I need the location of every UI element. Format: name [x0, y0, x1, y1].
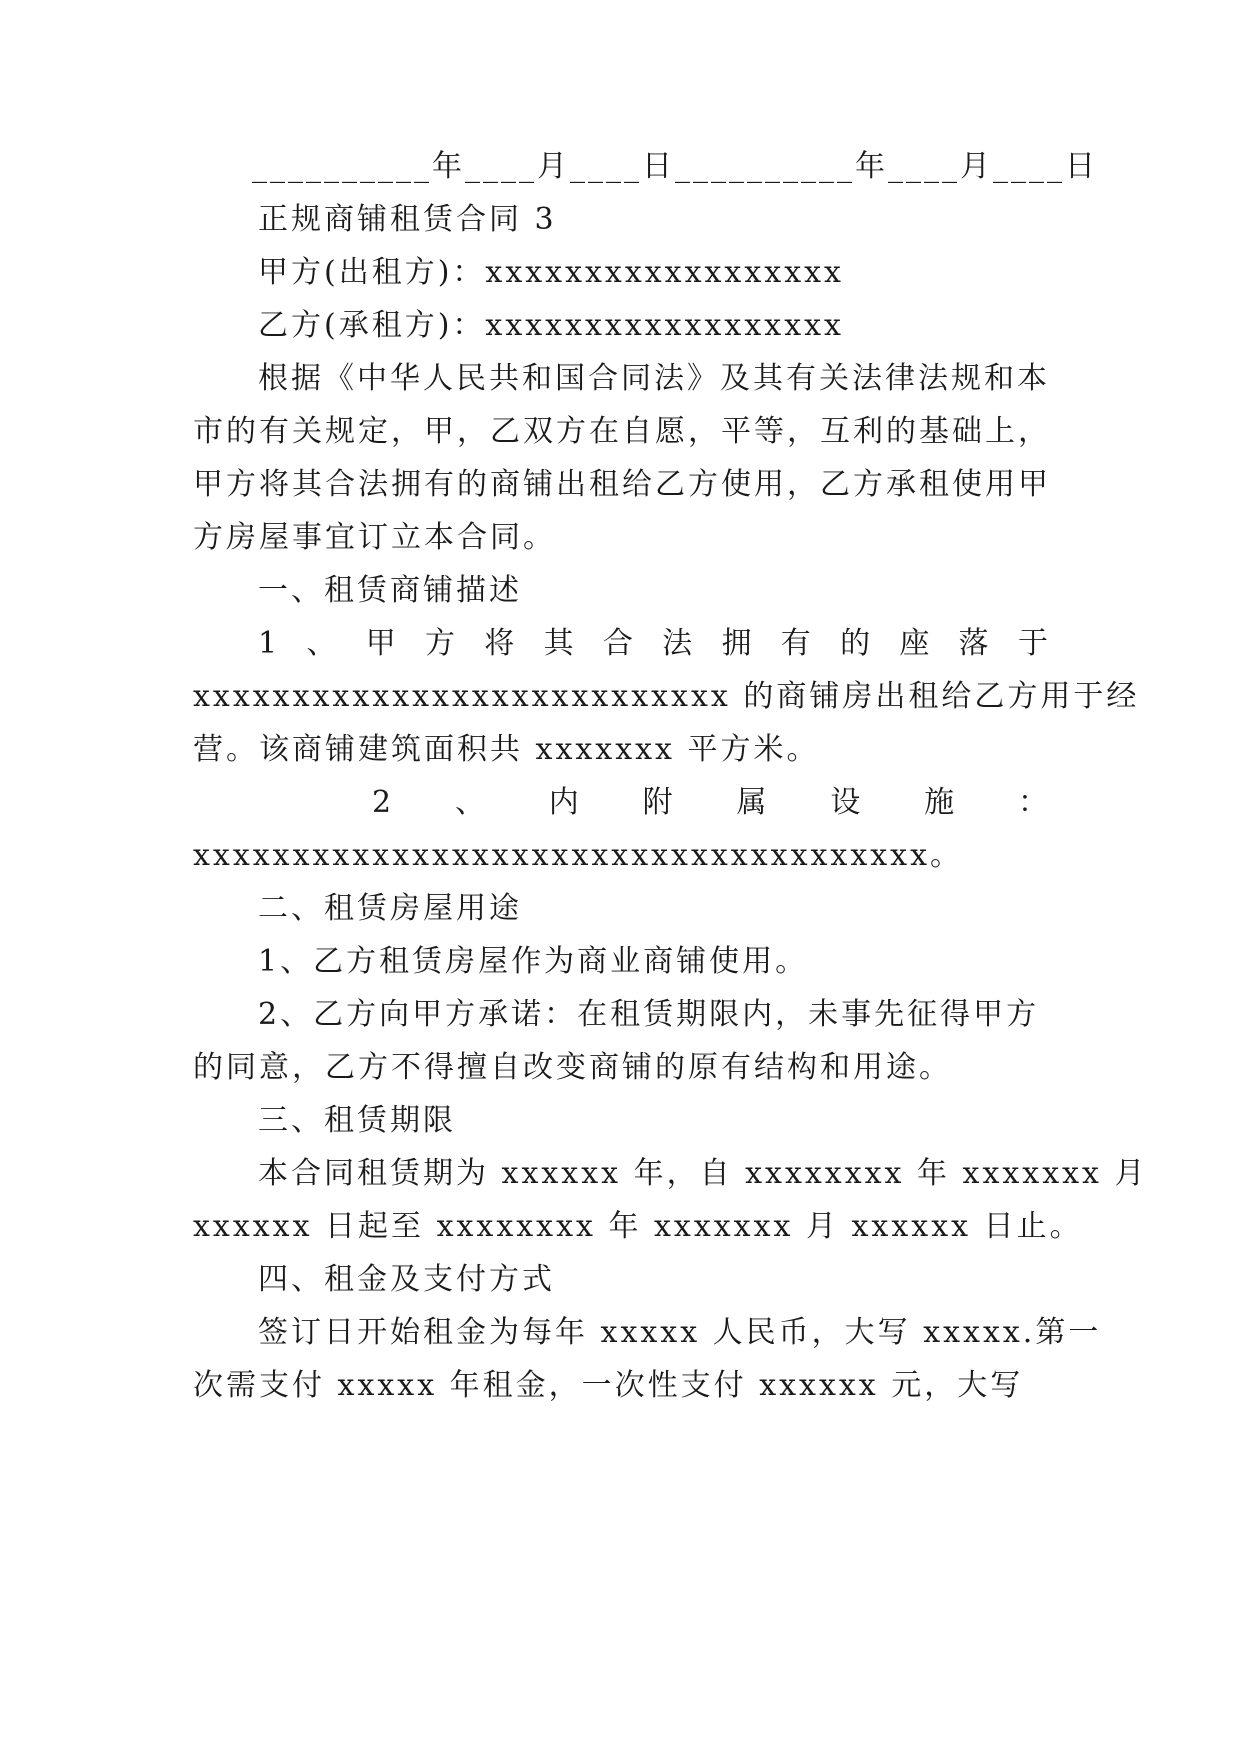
justified-char: 其: [543, 626, 577, 661]
justified-char: 附: [642, 785, 676, 820]
justified-char: 的: [840, 626, 874, 661]
justified-char: 拥: [721, 626, 755, 661]
justified-char: 法: [662, 626, 696, 661]
section-2-item-2-line-1: 2、乙方向甲方承诺：在租赁期限内，未事先征得甲方: [258, 997, 1040, 1032]
section-1-item-2-line-2: xxxxxxxxxxxxxxxxxxxxxxxxxxxxxxxxxxxxx。: [193, 838, 964, 873]
section-1-item-2-line-1: [372, 783, 1051, 823]
section-2-item-1: 1、乙方租赁房屋作为商业商铺使用。: [258, 944, 809, 979]
intro-line-4: 方房屋事宜订立本合同。: [193, 520, 556, 555]
section-3-line-2: xxxxxx 日起至 xxxxxxxx 年 xxxxxxx 月 xxxxxx 日止。: [193, 1209, 1083, 1244]
justified-char: 属: [736, 785, 770, 820]
justified-char: 2: [372, 785, 395, 820]
party-a: 甲方(出租方)：xxxxxxxxxxxxxxxxxx: [258, 255, 844, 290]
section-3-heading: 三、租赁期限: [258, 1103, 456, 1138]
justified-char: 方: [424, 626, 458, 661]
intro-line-3: 甲方将其合法拥有的商铺出租给乙方使用，乙方承租使用甲: [193, 467, 1051, 502]
section-1-item-1-line-1: [258, 624, 1051, 664]
justified-char: 内: [548, 785, 582, 820]
justified-char: 、: [306, 626, 340, 661]
date-line: __________年____月____日__________年____月____日: [252, 149, 1098, 184]
justified-char: 有: [780, 626, 814, 661]
section-1-item-1-line-3: 营。该商铺建筑面积共 xxxxxxx 平方米。: [193, 732, 820, 767]
party-b: 乙方(承租方)：xxxxxxxxxxxxxxxxxx: [258, 308, 844, 343]
section-1-heading: 一、租赁商铺描述: [258, 573, 522, 608]
section-3-line-1: 本合同租赁期为 xxxxxx 年，自 xxxxxxxx 年 xxxxxxx 月: [258, 1156, 1148, 1191]
section-4-heading: 四、租金及支付方式: [258, 1262, 555, 1297]
section-4-line-1: 签订日开始租金为每年 xxxxx 人民币，大写 xxxxx.第一: [258, 1315, 1102, 1350]
justified-char: 、: [454, 785, 488, 820]
intro-line-2: 市的有关规定，甲，乙双方在自愿，平等，互利的基础上，: [193, 414, 1051, 449]
justified-char: 甲: [365, 626, 399, 661]
justified-char: 于: [1017, 626, 1051, 661]
section-2-heading: 二、租赁房屋用途: [258, 891, 522, 926]
justified-char: 落: [958, 626, 992, 661]
document-title: 正规商铺租赁合同 3: [258, 202, 557, 237]
justified-char: 设: [830, 785, 864, 820]
section-2-item-2-line-2: 的同意，乙方不得擅自改变商铺的原有结构和用途。: [193, 1050, 952, 1085]
justified-char: ：: [1018, 785, 1051, 820]
section-4-line-2: 次需支付 xxxxx 年租金，一次性支付 xxxxxx 元，大写: [193, 1368, 1024, 1403]
justified-char: 施: [924, 785, 958, 820]
intro-line-1: 根据《中华人民共和国合同法》及其有关法律法规和本: [258, 361, 1050, 396]
section-1-item-1-line-2: xxxxxxxxxxxxxxxxxxxxxxxxxxx 的商铺房出租给乙方用于经: [193, 679, 1140, 714]
justified-char: 1: [258, 626, 281, 661]
justified-char: 座: [899, 626, 933, 661]
justified-char: 合: [602, 626, 636, 661]
justified-char: 将: [484, 626, 518, 661]
